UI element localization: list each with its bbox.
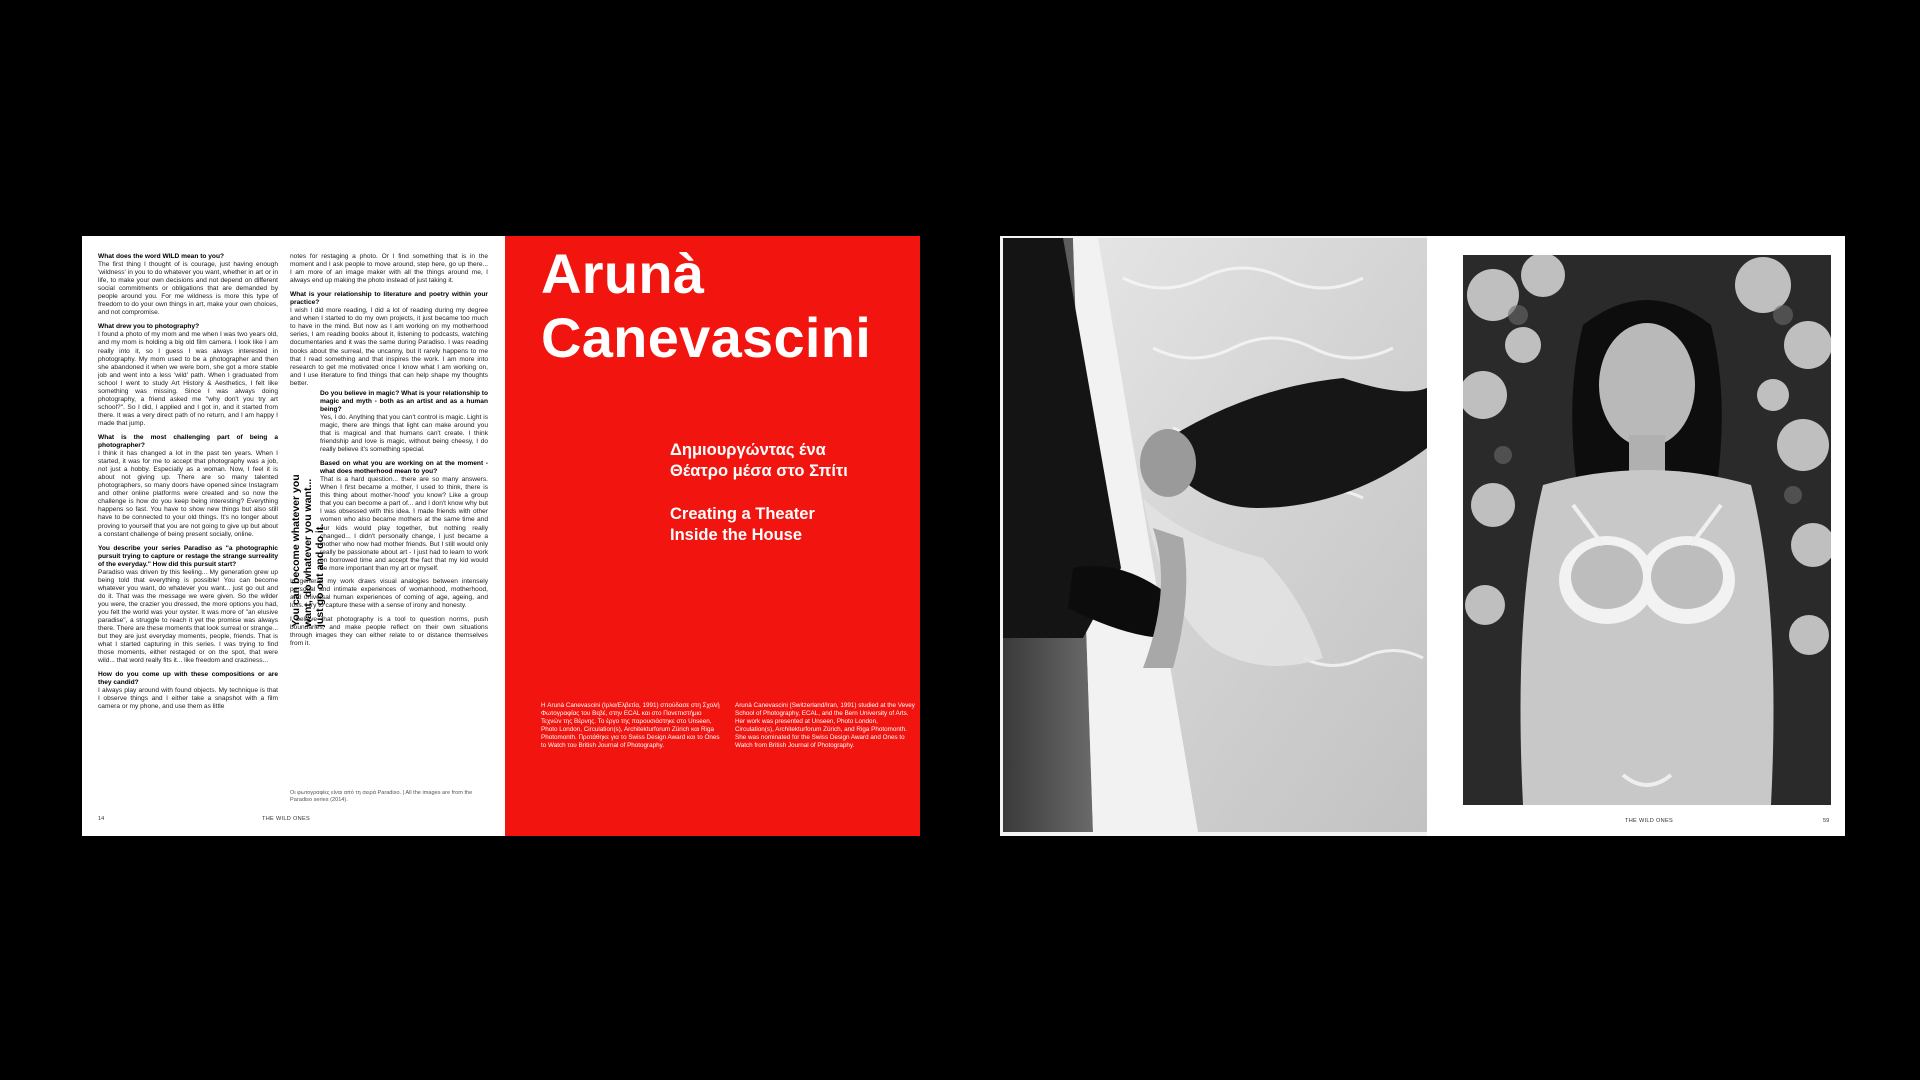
- interview-answer: In general, my work draws visual analogies between intensely personal and intimate experiences of womanhood, motherhood, and universal human experiences of coming of age, ageing, and loss. I try to capture these with a sense of irony and honesty.: [290, 577, 488, 609]
- interview-question: What drew you to photography?: [98, 323, 200, 331]
- pool-photo: [1003, 238, 1427, 832]
- interview-question: Do you believe in magic? What is your relationship to magic and myth - both as an artist and as a human being?: [320, 389, 488, 413]
- subtitle-greek: Δημιουργώντας ένα Θέατρο μέσα στο Σπίτι: [670, 441, 848, 480]
- interview-question: What is the most challenging part of being a photographer?: [98, 433, 278, 450]
- interview-columns: [98, 253, 488, 813]
- page-number-right: 59: [1823, 818, 1830, 824]
- interview-answer: I always play around with found objects. My technique is that I observe things and I either take a snapshot with a film camera or my phone, and use them as little: [98, 687, 278, 711]
- interview-answer: I believe that photography is a tool to question norms, push boundaries, and make people reflect on their own situations through images they can either relate to or distance themselves from it.: [290, 615, 488, 648]
- title-line-2: Canevascini: [541, 306, 872, 369]
- magazine-spread-interview: [82, 236, 920, 836]
- interview-answer: I think it has changed a lot in the past ten years. When I started, it was for me to accept that photography was a job, not just a hobby. Especially as a woman. Now, I feel it is about not giving up. There are so many talented photographers, so many doors have opened since Instagram and other online platforms were created and so now the challenge is how do you keep being interesting? Everything happens so fast. You have to show new things but also still have to be connected to your old things. It's no longer about proving to yourself that you are not going to give up but about a constant challenge of being present socially, online.: [98, 450, 278, 538]
- interview-question: You describe your series Paradiso as "a photographic pursuit trying to capture or restage the strange surreality of the everyday." How did this pursuit start?: [98, 544, 278, 568]
- running-title-right: THE WILD ONES: [1625, 818, 1674, 824]
- subtitle-english: Creating a Theater Inside the House: [670, 505, 815, 544]
- portrait-photo: [1463, 255, 1831, 805]
- interview-answer: I found a photo of my mom and me when I was two years old, and my mom is holding a big old film camera. I look like I am really into it, so I guess I was always interested in photography. My mom used to be a photographer and then she abandoned it when we were born, she got a more stable job and went into a less 'wild' path. When I graduated from school I went to study Art History & Aesthetics, I felt like something was missing. Since I was always doing photography, a friend asked me "why don't you try art school?". So I did, I applied and I got in, and it started from there. It was a very direct path of no return, and I am happy I made that jump.: [98, 331, 278, 427]
- interview-question: Based on what you are working on at the moment - what does motherhood mean to you?: [320, 460, 488, 476]
- interview-answer: I wish I did more reading, I did a lot of reading during my degree and when I started to do my own projects, it just became too much to have in the mind. But now as I am working on my motherhood series, I am reading books about it, listening to podcasts, watching documentaries and it was the same during Paradiso. I was reading books about the surreal, the uncanny, but it rarely happens to me that I read something and that inspires the work. I am more into research to get me motivated once I know what I am working on, and I use literature to find things that can help shape my thoughts better.: [290, 307, 488, 387]
- page-number: 14: [98, 816, 105, 822]
- pool-photo-image: [1003, 238, 1427, 832]
- interview-answer: That is a hard question... there are so many answers. When I first became a mother, I used to think, there is this thing about mother-'hood' you know? Like a group that you can become a part of... and I don't know why but I was obsessed with this idea. I made friends with other women who also became mothers at the same time and our kids would play together, but nothing really changed... I didn't personally change, I just became a mother who now had mother friends. But I still would only really be passionate about art - I just had to learn to work on borrowed time and accept the fact that my kid would be more important than my art or myself.: [320, 476, 488, 572]
- title-line-1: Arunà: [541, 242, 705, 305]
- pull-quote: You can become whatever you want, do whatever you want... just go out and do it.: [290, 474, 326, 627]
- artist-name-title: [541, 242, 871, 370]
- photo-caption: Οι φωτογραφίες είναι από τη σειρά Paradiso. | All the images are from the Paradiso series (2014).: [290, 790, 473, 803]
- magazine-spread-photos: [1000, 236, 1845, 836]
- interview-text-page: [82, 236, 505, 836]
- interview-answer: Yes, I do. Anything that you can't control is magic. Light is magic, there are things that light can make around you that is magical and that humans can't create. I think friendship and love is magic, without being cheesy, I do really believe it's something special.: [320, 413, 488, 454]
- interview-answer: The first thing I thought of is courage, just having enough 'wildness' in you to do whatever you want, whether in art or in life, to make your own decisions and not depend on different social commitments or obligations that are demanded by people around you. For me wildness is more this type of freedom to do your own things in art, make your own choices, and not compromise.: [98, 261, 278, 317]
- interview-column-1: [98, 253, 278, 813]
- photo-page-right: [1427, 236, 1845, 836]
- portrait-photo-image: [1463, 255, 1831, 805]
- interview-question: What is your relationship to literature and poetry within your practice?: [290, 291, 488, 307]
- photo-page-left: [1000, 236, 1427, 836]
- interview-answer: notes for restaging a photo. Or I find something that is in the moment and I ask people to move around, step here, go up there... I am more of an image maker with all the things around me, I always end up making the photo instead of just taking it.: [290, 253, 488, 285]
- bio-english: Arunà Canevascini (Switzerland/Iran, 1991) studied at the Vevey School of Photography, ECAL, and the Bern University of Arts. Her work was presented at Unseen, Photo London, Circulation(s), Architekturforum Zürich, and Riga Photomonth. She was nominated for the Swiss Design Award and Ones to Watch from British Journal of Photography.: [735, 702, 915, 749]
- title-page: [505, 236, 920, 836]
- interview-question: How do you come up with these compositions or are they candid?: [98, 671, 278, 687]
- interview-question: What does the word WILD mean to you?: [98, 253, 225, 260]
- bio-greek: Η Arunà Canevascini (Ιρλα/Ελβετία, 1991) σπούδασε στη Σχολή Φωτογραφίας του Βεβέ, στην ECAL και στο Πανεπιστήμιο Τεχνών της Βέρνης. Το έργο της παρουσιάστηκε στο Unseen, Photo London, Circulation(s), Architekturforum Zürich και Riga Photomonth. Προτάθηκε για το Swiss Design Award και το Ones to Watch του British Journal of Photography.: [541, 702, 720, 749]
- running-title: THE WILD ONES: [262, 816, 311, 822]
- interview-answer: Paradiso was driven by this feeling... My generation grew up being told that everything is possible! You can become whatever you want, do whatever you want... just go out and do it. That was the message we were given. So the wilder you were, the crazier you dressed, the more options you had, you felt the world was your oyster. It was more of "an elusive paradise", a struggle to reach it yet the promise was always there. There are these moments that look surreal or strange... but they are just everyday moments, people, friends. That is what I started capturing in this series. I was trying to find those moments, either restaged or on the spot, that were wild... that word really fits it... like freedom and craziness...: [98, 568, 278, 665]
